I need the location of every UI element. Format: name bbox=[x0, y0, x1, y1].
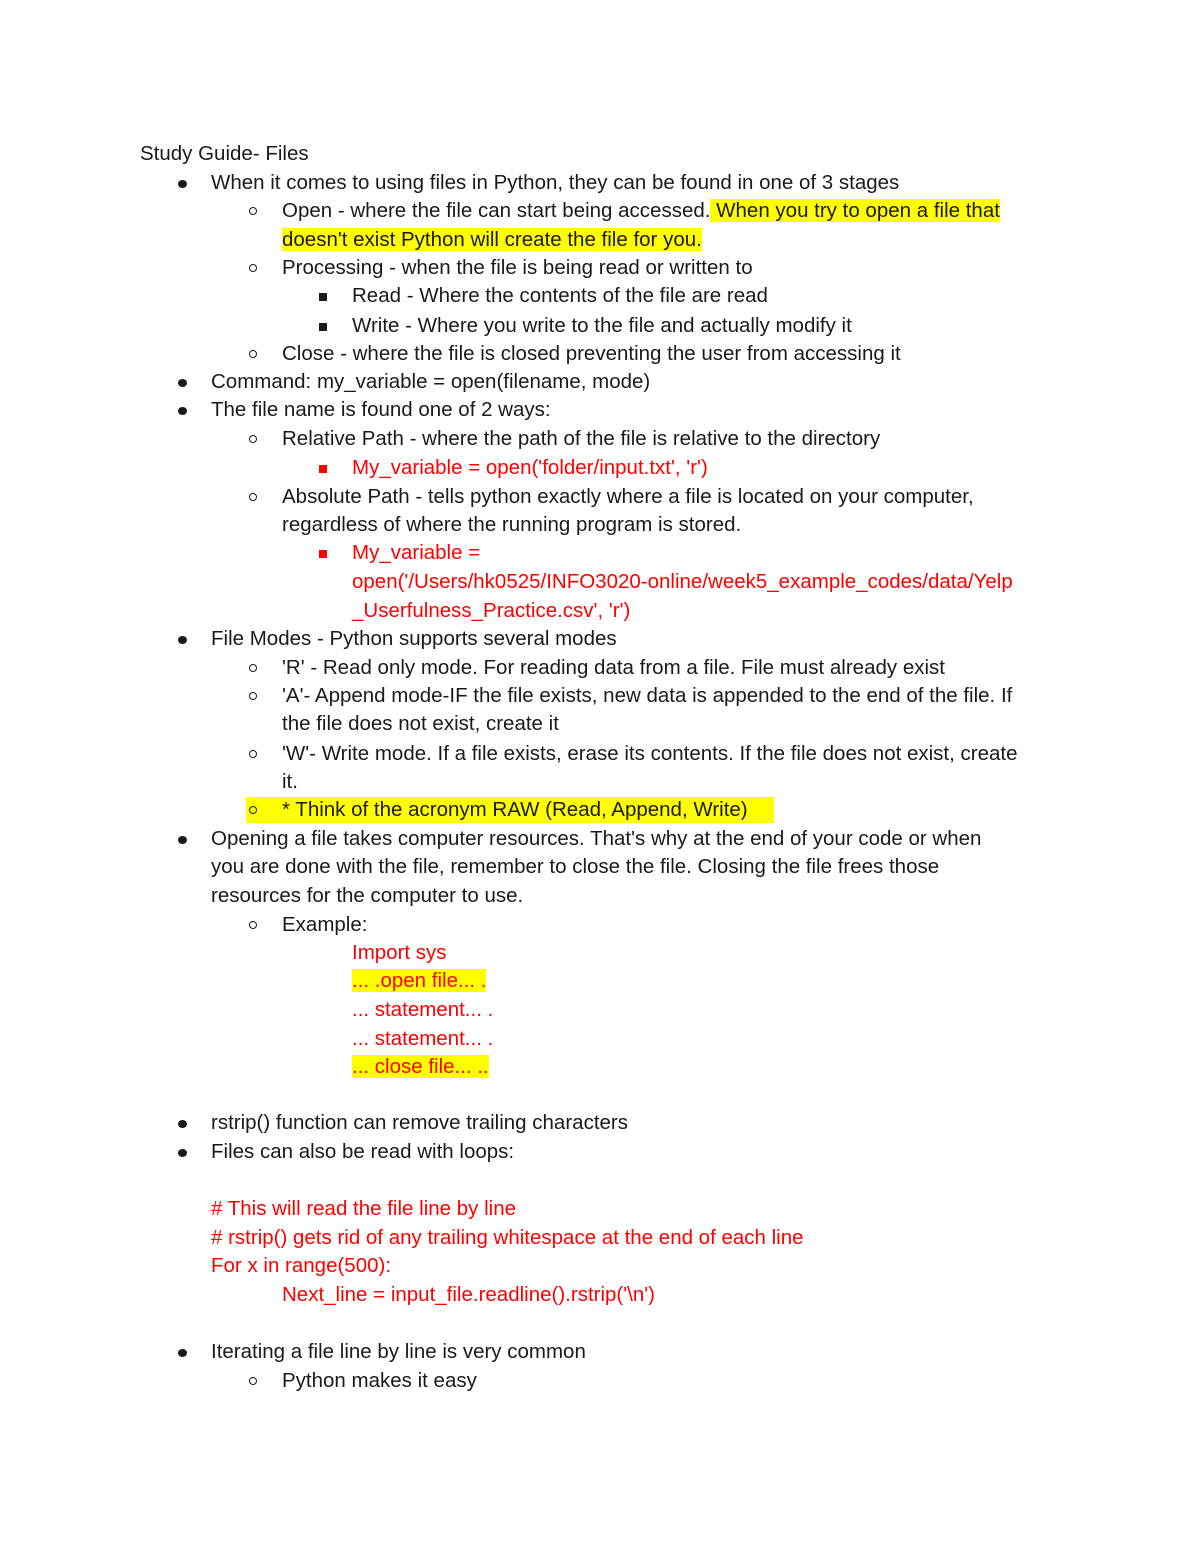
bullet-circle-icon bbox=[249, 207, 257, 215]
code-close: ... close file... .. bbox=[352, 1055, 489, 1078]
list-item-resources-cont-2: resources for the computer to use. bbox=[211, 884, 524, 907]
list-item-relative-path: Relative Path - where the path of the file is relative to the directory bbox=[282, 427, 881, 450]
list-item-write: Write - Where you write to the file and actually modify it bbox=[352, 314, 852, 337]
list-item-mode-a: 'A'- Append mode-IF the file exists, new data is appended to the end of the file. If bbox=[282, 684, 1013, 707]
bullet-circle-icon bbox=[249, 664, 257, 672]
list-item-mode-r: 'R' - Read only mode. For reading data from a file. File must already exist bbox=[282, 656, 945, 679]
list-item-command: Command: my_variable = open(filename, mode) bbox=[211, 370, 651, 393]
bullet-circle-icon bbox=[249, 1377, 257, 1385]
list-item-rstrip: rstrip() function can remove trailing characters bbox=[211, 1111, 628, 1134]
bullet-circle-icon bbox=[249, 264, 257, 272]
relative-path-example: My_variable = open('folder/input.txt', 'r') bbox=[352, 456, 708, 479]
list-item-filename-ways: The file name is found one of 2 ways: bbox=[211, 398, 551, 421]
bullet-square-icon bbox=[319, 550, 327, 558]
bullet-disc-icon bbox=[178, 1120, 187, 1128]
list-item-mode-w-cont: it. bbox=[282, 770, 298, 793]
list-item-open bbox=[282, 199, 1000, 223]
bullet-square-icon bbox=[319, 323, 327, 331]
bullet-disc-icon bbox=[178, 407, 187, 415]
bullet-circle-icon bbox=[249, 806, 257, 814]
bullet-disc-icon bbox=[178, 1149, 187, 1157]
list-item-file-modes: File Modes - Python supports several modes bbox=[211, 627, 617, 650]
bullet-disc-icon bbox=[178, 180, 187, 188]
list-item-absolute-path: Absolute Path - tells python exactly where a file is located on your computer, bbox=[282, 485, 974, 508]
bullet-circle-icon bbox=[249, 750, 257, 758]
list-item-mode-w: 'W'- Write mode. If a file exists, erase its contents. If the file does not exist, create bbox=[282, 742, 1018, 765]
bullet-circle-icon bbox=[249, 921, 257, 929]
list-item-close: Close - where the file is closed preventing the user from accessing it bbox=[282, 342, 901, 365]
list-item-iterating: Iterating a file line by line is very common bbox=[211, 1340, 586, 1363]
bullet-disc-icon bbox=[178, 636, 187, 644]
bullet-disc-icon bbox=[178, 379, 187, 387]
list-item-stages: When it comes to using files in Python, they can be found in one of 3 stages bbox=[211, 171, 900, 194]
loop-code-body: Next_line = input_file.readline().rstrip('\n') bbox=[282, 1283, 656, 1306]
list-item-mode-a-cont: the file does not exist, create it bbox=[282, 712, 559, 735]
code-statement-2: ... statement... . bbox=[352, 1027, 494, 1050]
list-item-read: Read - Where the contents of the file are read bbox=[352, 284, 768, 307]
bullet-circle-icon bbox=[249, 435, 257, 443]
open-text: Open - where the file can start being accessed. bbox=[282, 199, 711, 222]
bullet-circle-icon bbox=[249, 350, 257, 358]
code-import: Import sys bbox=[352, 941, 447, 964]
doc-title: Study Guide- Files bbox=[140, 142, 309, 165]
absolute-path-example-1: My_variable = bbox=[352, 541, 481, 564]
open-highlight: When you try to open a file that bbox=[710, 199, 1000, 222]
open-highlight-cont: doesn't exist Python will create the file for you. bbox=[282, 228, 702, 251]
list-item-example: Example: bbox=[282, 913, 368, 936]
list-item-easy: Python makes it easy bbox=[282, 1369, 477, 1392]
list-item-resources: Opening a file takes computer resources. That's why at the end of your code or when bbox=[211, 827, 982, 850]
code-open: ... .open file... . bbox=[352, 969, 487, 992]
bullet-disc-icon bbox=[178, 836, 187, 844]
code-statement-1: ... statement... . bbox=[352, 998, 494, 1021]
list-item-raw-tip: * Think of the acronym RAW (Read, Append, Write) bbox=[282, 798, 748, 821]
list-item-open-cont bbox=[282, 228, 702, 252]
loop-code-comment-1: # This will read the file line by line bbox=[211, 1197, 516, 1220]
absolute-path-example-3: _Userfulness_Practice.csv', 'r') bbox=[352, 599, 631, 622]
bullet-circle-icon bbox=[249, 692, 257, 700]
list-item-absolute-path-cont: regardless of where the running program is stored. bbox=[282, 513, 742, 536]
bullet-square-icon bbox=[319, 465, 327, 473]
bullet-disc-icon bbox=[178, 1349, 187, 1357]
loop-code-comment-2: # rstrip() gets rid of any trailing whitespace at the end of each line bbox=[211, 1226, 804, 1249]
bullet-circle-icon bbox=[249, 493, 257, 501]
absolute-path-example-2: open('/Users/hk0525/INFO3020-online/week5_example_codes/data/Yelp bbox=[352, 570, 1013, 593]
list-item-loops: Files can also be read with loops: bbox=[211, 1140, 515, 1163]
loop-code-for: For x in range(500): bbox=[211, 1254, 392, 1277]
list-item-resources-cont-1: you are done with the file, remember to close the file. Closing the file frees those bbox=[211, 855, 940, 878]
bullet-square-icon bbox=[319, 293, 327, 301]
list-item-processing: Processing - when the file is being read or written to bbox=[282, 256, 753, 279]
